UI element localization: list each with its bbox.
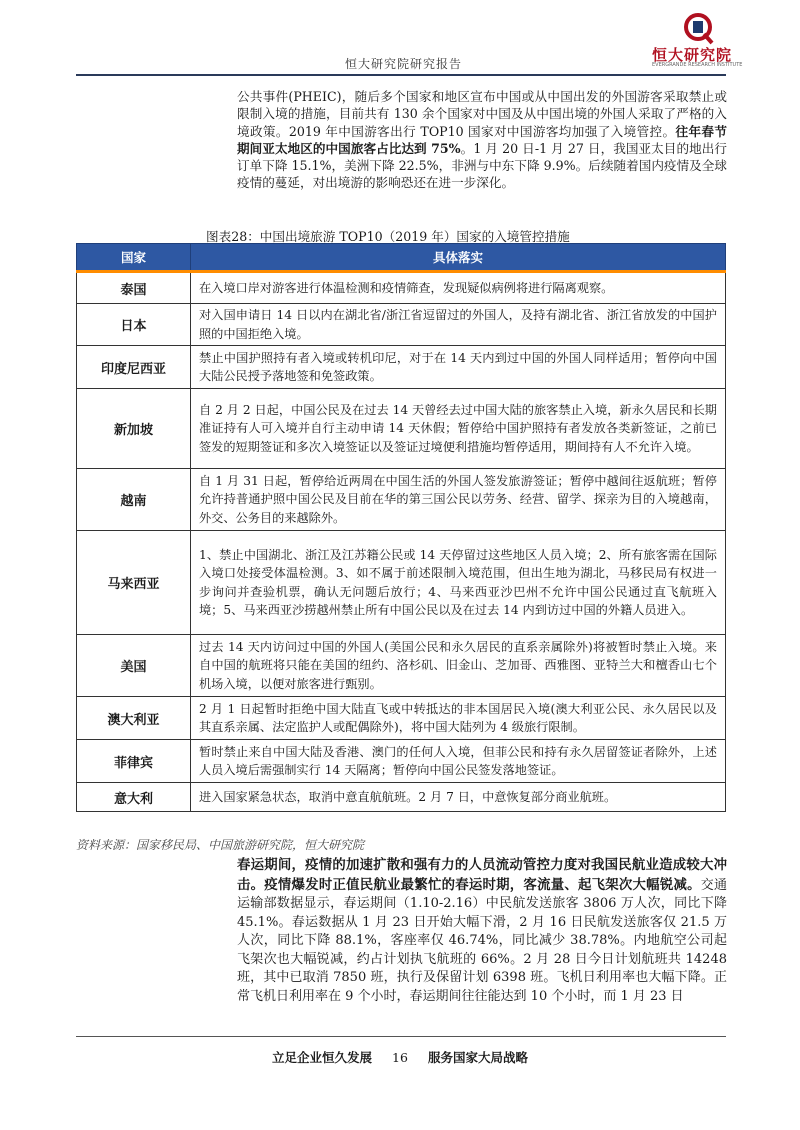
- table-row: [77, 389, 726, 469]
- logo-subtitle: EVERGRANDE RESEARCH INSTITUTE: [652, 62, 743, 68]
- header-rule: [76, 74, 726, 76]
- country-cell: 泰国: [77, 272, 191, 304]
- page-footer: [0, 1048, 800, 1066]
- measure-cell: 1、禁止中国湖北、浙江及江苏籍公民或 14 天停留过这些地区人员入境；2、所有旅客需在国际入境口处接受体温检测。3、如不属于前述限制入境范围，但出生地为湖北，马移民局有权进一步询问并查验机票，确认无问题后放行；4、马来西亚沙巴州不允许中国公民通过直飞航班入境；5、马来西亚沙捞越州禁止所有中国公民以及在过去 14 内到访过中国的外籍人员进入。: [191, 531, 726, 635]
- intro-paragraph: [237, 88, 727, 192]
- country-cell: 马来西亚: [77, 531, 191, 635]
- measure-cell: 暂时禁止来自中国大陆及香港、澳门的任何人入境，但菲公民和持有永久居留签证者除外，上述人员入境后需强制实行 14 天隔离；暂停向中国公民签发落地签证。: [191, 740, 726, 783]
- table-row: [77, 304, 726, 346]
- table-row: [77, 783, 726, 812]
- country-cell: 菲律宾: [77, 740, 191, 783]
- table-row: [77, 697, 726, 740]
- measure-cell: 在入境口岸对游客进行体温检测和疫情筛查，发现疑似病例将进行隔离观察。: [191, 272, 726, 304]
- table-caption: 图表28：中国出境旅游 TOP10（2019 年）国家的入境管控措施: [206, 229, 570, 244]
- measure-cell: 2 月 1 日起暂时拒绝中国大陆直飞或中转抵达的非本国居民入境(澳大利亚公民、永久居民以及其直系亲属、法定监护人或配偶除外)，将中国大陆列为 4 级旅行限制。: [191, 697, 726, 740]
- table-row: [77, 635, 726, 697]
- logo-mark-icon: [678, 12, 718, 46]
- table-row: [77, 272, 726, 304]
- measure-cell: 自 2 月 2 日起，中国公民及在过去 14 天曾经去过中国大陆的旅客禁止入境，新永久居民和长期准证持有人可入境并自行主动申请 14 天休假；暂停给中国护照持有者发放各类新签证，之前已签发的短期签证和多次入境签证以及签证过境便利措施均暂停适用，期间持有人不允许入境。: [191, 389, 726, 469]
- footer-left-slogan: 立足企业恒久发展: [272, 1050, 373, 1065]
- measure-cell: 过去 14 天内访问过中国的外国人(美国公民和永久居民的直系亲属除外)将被暂时禁止入境。来自中国的航班将只能在美国的纽约、洛杉矶、旧金山、芝加哥、西雅图、亚特兰大和檀香山七个机场入境，以便对旅客进行甄别。: [191, 635, 726, 697]
- header-country: 国家: [77, 244, 191, 272]
- measure-cell: 进入国家紧急状态，取消中意直航航班。2 月 7 日，中意恢复部分商业航班。: [191, 783, 726, 812]
- country-cell: 意大利: [77, 783, 191, 812]
- entry-control-table: [76, 243, 726, 812]
- page-number: 16: [392, 1050, 408, 1065]
- country-cell: 新加坡: [77, 389, 191, 469]
- aviation-paragraph: [237, 856, 727, 1006]
- logo-text: 恒大研究院: [652, 46, 733, 64]
- measure-cell: 对入国申请日 14 日以内在湖北省/浙江省逗留过的外国人，及持有湖北省、浙江省放发的中国护照的中国拒绝入境。: [191, 304, 726, 346]
- measure-cell: 自 1 月 31 日起，暂停给近两周在中国生活的外国人签发旅游签证；暂停中越间往返航班；暂停允许持普通护照中国公民及目前在华的第三国公民以劳务、经营、留学、探亲为目的入境越南，外交、公务目的来越除外。: [191, 469, 726, 531]
- country-cell: 越南: [77, 469, 191, 531]
- measure-cell: 禁止中国护照持有者入境或转机印尼，对于在 14 天内到过中国的外国人同样适用；暂停向中国大陆公民授予落地签和免签政策。: [191, 346, 726, 389]
- country-cell: 印度尼西亚: [77, 346, 191, 389]
- intro-text-2: 。1 月 20 日-1 月 27 日，我国亚太目的地出行订单下降 15.1%，美洲下降 22.5%，非洲与中东下降 9.9%。后续随着国内疫情及全球疫情的蔓延，对出境游的影响恐还在进一步深化。: [237, 140, 727, 191]
- intro-text-1: 公共事件(PHEIC)，随后多个国家和地区宣布中国或从中国出发的外国游客采取禁止或限制入境的措施，目前共有 130 余个国家对中国及从中国出境的外国人采取了严格的入境政策。2019 年中国游客出行 TOP10 国家对中国游客均加强了入境管控。: [237, 89, 727, 139]
- report-header-title: 恒大研究院研究报告: [345, 57, 463, 71]
- country-cell: 日本: [77, 304, 191, 346]
- footer-right-slogan: 服务国家大局战略: [427, 1050, 528, 1065]
- source-note: 资料来源：国家移民局、中国旅游研究院，恒大研究院: [76, 838, 365, 852]
- table-row: [77, 469, 726, 531]
- footer-rule: [76, 1036, 726, 1037]
- company-logo: [648, 12, 748, 70]
- aviation-text: 交通运输部数据显示，春运期间（1.10-2.16）中民航发送旅客 3806 万人次，同比下降 45.1%。春运数据从 1 月 23 日开始大幅下滑，2 月 16 日民航发送旅客仅 21.5 万人次，同比下降 88.1%，客座率仅 46.74%，同比减少 38.78%。内地航空公司起飞架次也大幅锐减，约占计划执飞航班的 66%。2 月 28 日今日计划航班共 14248 班，其中已取消 7850 班，执行及保留计划 6398 班。飞机日利用率也大幅下降。正常飞机日利用率在 9 个小时，春运期间往往能达到 10 个小时，而 1 月 23 日: [237, 877, 727, 1004]
- country-cell: 澳大利亚: [77, 697, 191, 740]
- header-measure: 具体落实: [191, 244, 726, 272]
- aviation-bold: 春运期间，疫情的加速扩散和强有力的人员流动管控力度对我国民航业造成较大冲击。疫情爆发时正值民航业最繁忙的春运时期，客流量、起飞架次大幅锐减。: [237, 857, 727, 893]
- table-row: [77, 740, 726, 783]
- table-header-row: [77, 244, 726, 272]
- table-row: [77, 531, 726, 635]
- country-cell: 美国: [77, 635, 191, 697]
- intro-bold: 往年春节期间亚太地区的中国旅客占比达到 75%: [237, 123, 727, 156]
- table-row: [77, 346, 726, 389]
